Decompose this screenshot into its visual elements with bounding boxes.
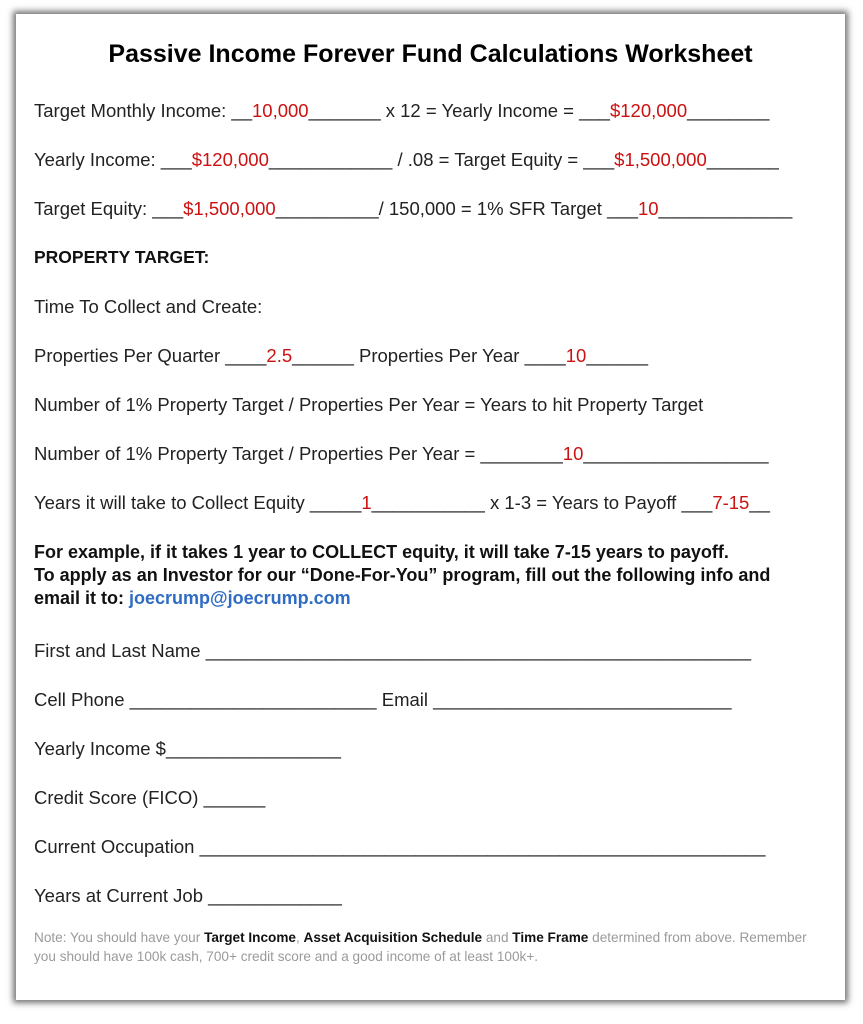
- example-paragraph: [34, 541, 770, 610]
- contact-row: [34, 689, 732, 711]
- full-name-label: First and Last Name: [34, 640, 206, 661]
- target-equity-value[interactable]: $1,500,000: [614, 149, 707, 170]
- email-blank[interactable]: _____________________________: [433, 689, 732, 710]
- occupation-label: Current Occupation: [34, 836, 200, 857]
- properties-per-quarter-row: Properties Per Quarter ____2.5______ Properties Per Year ____10______: [34, 345, 649, 366]
- yearly-income-blank[interactable]: _________________: [165, 738, 341, 759]
- credit-score-blank[interactable]: ______: [203, 787, 266, 808]
- sfr-target-value[interactable]: 10: [637, 198, 659, 219]
- properties-per-quarter-value[interactable]: 2.5: [266, 345, 293, 366]
- years-at-job-label: Years at Current Job: [34, 885, 209, 906]
- years-to-payoff-value[interactable]: 7-15: [712, 492, 750, 513]
- target-equity-row: Target Equity: ___$1,500,000__________/ 150,000 = 1% SFR Target ___10_____________: [34, 198, 793, 219]
- footer-note: Note: You should have your Target Income, Asset Acquisition Schedule and Time Frame determined from above. Remember you should have 100k cash, 700+ credit score and a good income of at least 100k+.: [34, 930, 807, 964]
- target-monthly-income-value[interactable]: 10,000: [252, 100, 309, 121]
- full-name-blank[interactable]: _____________________________________________________: [205, 640, 752, 661]
- formula-description: Number of 1% Property Target / Properties Per Year = Years to hit Property Target: [34, 394, 704, 415]
- example-line-3: email it to: joecrump@joecrump.com: [34, 588, 351, 608]
- full-name-field: [34, 640, 751, 662]
- property-target-heading: PROPERTY TARGET:: [34, 247, 210, 267]
- email-link[interactable]: joecrump@joecrump.com: [129, 588, 351, 608]
- properties-per-year-value[interactable]: 10: [565, 345, 587, 366]
- yearly-income-input[interactable]: $120,000: [191, 149, 269, 170]
- occupation-field: [34, 836, 765, 858]
- email-label: Email: [376, 689, 434, 710]
- time-to-collect-label: Time To Collect and Create:: [34, 296, 263, 317]
- cell-phone-blank[interactable]: ________________________: [129, 689, 377, 710]
- occupation-blank[interactable]: _______________________________________________________: [199, 836, 766, 857]
- cell-phone-label: Cell Phone: [34, 689, 130, 710]
- years-at-job-field: [34, 885, 342, 907]
- years-to-hit-target-value[interactable]: 10: [562, 443, 584, 464]
- credit-score-field: [34, 787, 265, 809]
- example-line-2: To apply as an Investor for our “Done-For-You” program, fill out the following info and: [34, 565, 771, 585]
- yearly-income-value[interactable]: $120,000: [609, 100, 688, 121]
- credit-score-label: Credit Score (FICO): [34, 787, 204, 808]
- years-to-collect-value[interactable]: 1: [361, 492, 372, 513]
- yearly-income-row: Yearly Income: ___$120,000____________ / .08 = Target Equity = ___$1,500,000_______: [34, 149, 779, 170]
- yearly-income-label: Yearly Income $: [34, 738, 166, 759]
- target-monthly-income-row: Target Monthly Income: __10,000_______ x 12 = Yearly Income = ___$120,000________: [34, 100, 770, 121]
- years-to-hit-target-row: Number of 1% Property Target / Properties Per Year = ________10__________________: [34, 443, 769, 464]
- target-equity-input[interactable]: $1,500,000: [183, 198, 276, 219]
- worksheet-page: [16, 14, 845, 1000]
- page-title: Passive Income Forever Fund Calculations Worksheet: [108, 40, 753, 68]
- years-to-collect-row: Years it will take to Collect Equity _____1___________ x 1-3 = Years to Payoff ___7-15__: [34, 492, 770, 513]
- yearly-income-field: [34, 738, 341, 760]
- example-line-1: For example, if it takes 1 year to COLLECT equity, it will take 7-15 years to payoff.: [34, 542, 729, 562]
- years-at-job-blank[interactable]: _____________: [208, 885, 342, 906]
